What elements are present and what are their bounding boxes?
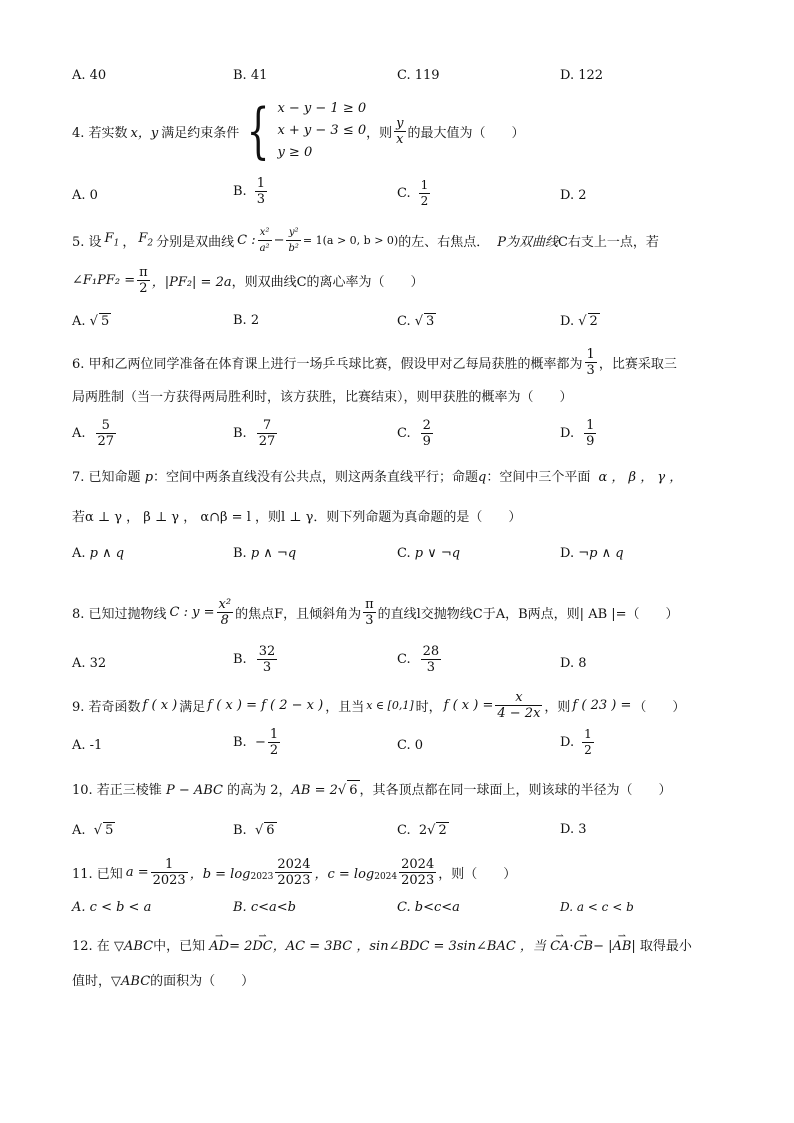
- q4-option-c: C. $\frac{1}{2}$: [397, 178, 429, 208]
- q4-brace: {: [246, 96, 270, 166]
- question-11: 11. 已知 a = $\frac{1}{2023}$ ，b = log $_{2023}$ $\frac{2024}{2023}$ ，c = log $_{2024}$ $\frac{2024}{2023}$ ，则（ ）: [72, 856, 517, 888]
- q10-option-d: D. 3: [560, 822, 587, 837]
- q9-option-d: D. $\frac{1}{2}$: [560, 727, 592, 757]
- q4-suffix: 的最大值为（ ）: [407, 125, 525, 141]
- q4-constraint-2: x + y − 3 ≤ 0: [277, 123, 367, 138]
- q10-option-c: C. 2√ 2: [397, 823, 447, 838]
- q3-option-b: B. 41: [233, 68, 268, 83]
- q3-option-a: A. 40: [72, 68, 107, 83]
- q4-fraction: $\frac{y}{x}$: [396, 115, 404, 147]
- q7-option-a: A. p ∧ q: [72, 546, 125, 561]
- q4-then: ，则: [366, 125, 393, 141]
- q9-option-a: A. -1: [72, 738, 103, 753]
- q9-option-b: B. − $\frac{1}{2}$: [233, 727, 279, 758]
- q4-constraint-1: x − y − 1 ≥ 0: [277, 101, 367, 116]
- question-8: 8. 已知过抛物线 C : y = $\frac{\text{x²}}{8}$ 的焦点F，且倾斜角为 $\frac{\pi}{3}$ 的直线l交抛物线C于A，B两点，则| AB |=（ ）: [72, 596, 679, 628]
- q8-option-b: B. $\frac{32}{3}$: [233, 644, 276, 675]
- q8-option-d: D. 8: [560, 656, 587, 671]
- q5-option-b: B. 2: [233, 313, 260, 328]
- q10-option-a: A. √ 5: [72, 823, 114, 838]
- q3-option-c: C. 119: [397, 68, 440, 83]
- q8-option-a: A. 32: [72, 656, 107, 671]
- q4-mid: 满足约束条件: [161, 125, 240, 141]
- q5-option-c: C. √ 3: [397, 314, 435, 329]
- q4-constraints: [277, 98, 366, 164]
- q6-option-c: C. $\frac{2}{9}$: [397, 418, 431, 449]
- question-9: 9. 若奇函数 f ( x ) 满足 f ( x ) = f ( 2 − x ) ，且当 x ∈ [0,1] 时， f ( x ) = $\frac{x}{4 - 2x}$ ，则 f ( 23 ) = （ ）: [72, 689, 686, 721]
- question-6-line-1: 6. 甲和乙两位同学准备在体育课上进行一场乒乓球比赛，假设甲对乙每局获胜的概率都为 $\frac{1}{3}$ ，比赛采取三: [72, 346, 677, 378]
- question-7-line-2: 若α ⊥ γ ， β ⊥ γ ， α∩β = l ，则l ⊥ γ．则下列命题为真命题的是（ ）: [72, 510, 522, 525]
- q7-option-b: B. p ∧ ¬q: [233, 546, 297, 561]
- q10-option-b: B. √ 6: [233, 823, 275, 838]
- q7-option-d: D. ¬p ∧ q: [560, 546, 624, 561]
- q4-option-d: D. 2: [560, 188, 587, 203]
- q9-option-c: C. 0: [397, 738, 424, 753]
- question-12-line-1: 12. 在 ▽ABC中，已知 ⇀ AD= 2⇀ DC，AC = 3BC ，sin∠BDC = 3sin∠BAC ，当 ⇀ CA·⇀ CB− |⇀ AB| 取得最小: [72, 937, 692, 957]
- question-12-line-2: 值时，▽ABC的面积为（ ）: [72, 974, 255, 989]
- q11-option-d: D. a < c < b: [560, 900, 634, 914]
- q11-option-c: C. b<c<a: [397, 900, 460, 915]
- q4-constraint-3: y ≥ 0: [277, 145, 313, 160]
- q6-option-a: A. $\frac{5}{27}$: [72, 418, 115, 449]
- q6-option-d: D. $\frac{1}{9}$: [560, 418, 595, 449]
- question-5-line-1: 5. 设 $F_1$ ， $F_2$ 分别是双曲线 C : $\frac{\text{x²}}{\text{a²}}$ − $\frac{\text{y²}}{\text{b²}}$ = 1(a > 0, b > 0) 的左、右焦点． P为双曲线 C右支上一点，若: [72, 226, 659, 254]
- q3-option-d: D. 122: [560, 68, 604, 83]
- question-6-line-2: 局两胜制（当一方获得两局胜利时，该方获胜，比赛结束），则甲获胜的概率为（ ）: [72, 390, 573, 405]
- q4-option-b: B. $\frac{1}{3}$: [233, 176, 265, 207]
- q5-option-d: D. √ 2: [560, 314, 598, 329]
- question-5-line-2: ∠F₁PF₂ = $\frac{\pi}{2}$ ，|PF₂| = 2a ，则双曲线C的离心率为（ ）: [72, 264, 424, 296]
- q4-prefix: 4. 若实数: [72, 125, 128, 141]
- q4-option-a: A. 0: [72, 188, 98, 203]
- q7-option-c: C. p ∨ ¬q: [397, 546, 461, 561]
- question-7-line-1: 7. 已知命题 p：空间中两条直线没有公共点，则这两条直线平行；命题q：空间中三个平面 α ， β ， γ ，: [72, 470, 683, 485]
- q4-vars: x，y: [130, 125, 159, 141]
- question-10: 10. 若正三棱锥 P − ABC 的高为 2，AB = 2√ 6 ，其各顶点都在同一球面上，则该球的半径为（ ）: [72, 780, 672, 801]
- q5-option-a: A. √ 5: [72, 314, 110, 329]
- q11-option-b: B. c<a<b: [233, 900, 296, 915]
- q8-option-c: C. $\frac{28}{3}$: [397, 644, 440, 675]
- q11-option-a: A. c < b < a: [72, 900, 152, 915]
- question-4: [72, 95, 525, 167]
- q6-option-b: B. $\frac{7}{27}$: [233, 418, 276, 449]
